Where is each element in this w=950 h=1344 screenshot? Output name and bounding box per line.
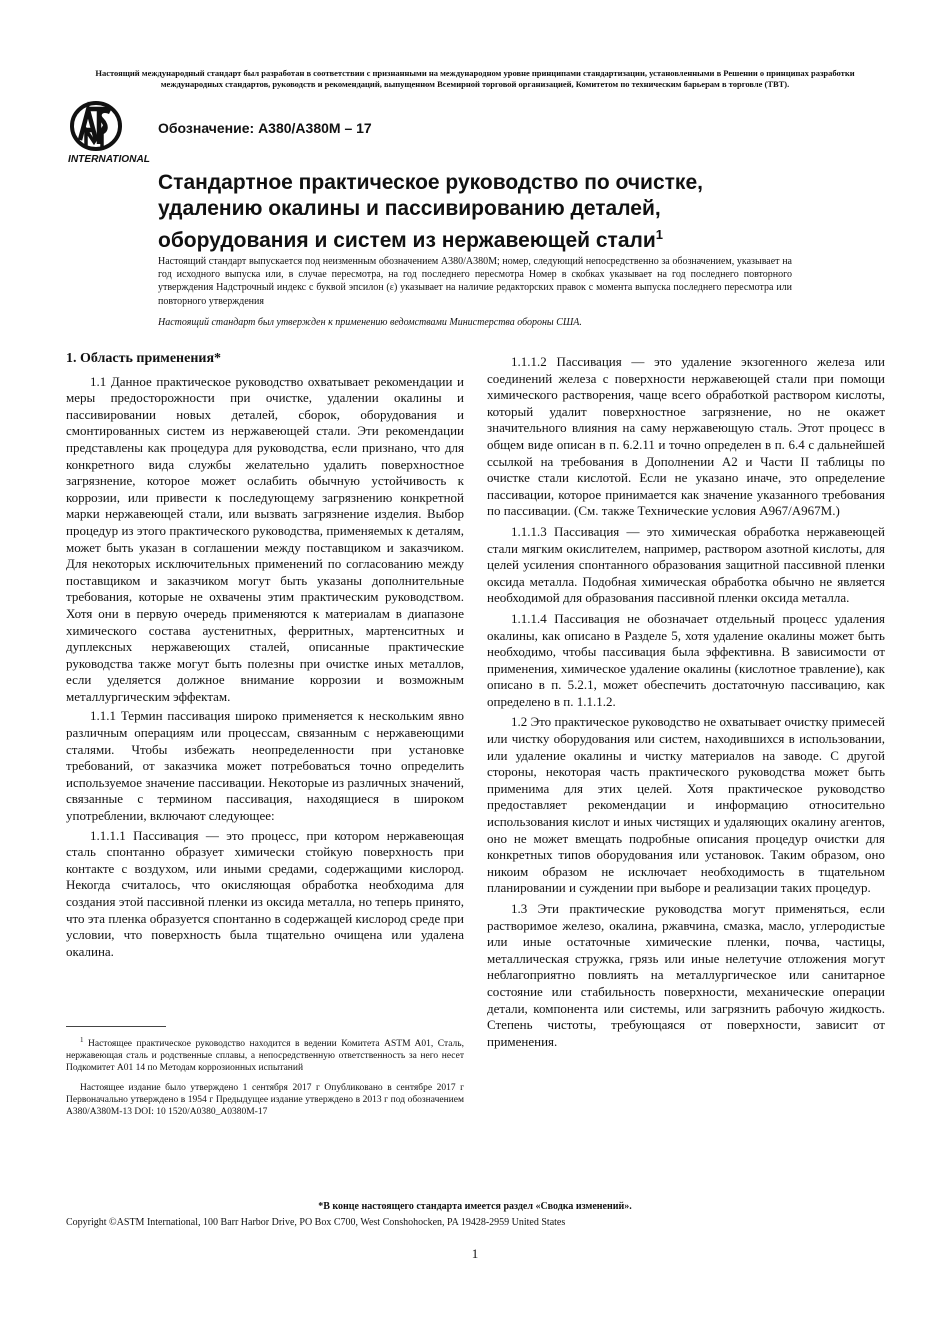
footnote-divider (66, 1026, 166, 1027)
title-footnote-marker: 1 (655, 227, 663, 242)
astm-international-logo (66, 100, 154, 166)
section-heading: 1. Область применения* (66, 351, 222, 366)
footnote-marker: 1 (80, 1036, 84, 1044)
edition-note: Настоящее издание было утверждено 1 сентября 2017 г Опубликовано в сентябре 2017 г Первоначально утверждено в 1954 г Предыдущее издание утверждено в 2013 г под обозначением A380/A380M-13 DOI: 10 1520/A0380_A0380M-17 (66, 1083, 464, 1118)
designation: Обозначение: A380/A380M – 17 (158, 120, 372, 136)
left-column (66, 351, 464, 963)
astm-logo-icon (66, 100, 154, 166)
dod-approval-note: Настоящий стандарт был утвержден к применению ведомствами Министерства обороны США. (158, 317, 582, 328)
summary-of-changes-note: *В конце настоящего стандарта имеется раздел «Сводка изменений». (318, 1201, 632, 1212)
right-column (487, 354, 885, 1054)
paragraph: 1.1.1.1 Пассивация — это процесс, при котором нержавеющая сталь спонтанно образует химически стойкую поверхность при контакте с воздухом, или иными средами, содержащими кислород. Некогда считалось, что окисляющая обработка необходима для создания этой пассивной пленки из оксида металла, но теперь принято, что эта пленка образуется спонтанно в содержащей кислород среде при условии, что поверхность была тщательно очищена или удалена окалина. (66, 827, 464, 959)
paragraph: 1.3 Эти практические руководства могут применяться, если растворимое железо, окалина, ржавчина, смазка, масло, углеродистые или иные остаточные химические пленки, почва, частицы, металлическая стружка, грязь или иные нелетучие отложения могут неблагоприятно повлиять на металлургическое или санитарное состояние или стабильность поверхности, механические операции детали, компонента или системы, или загрязнить рабочую жидкость. Степень чистоты, требующаяся от поверхности, зависит от применения. (487, 901, 885, 1049)
wto-notice: Настоящий международный стандарт был разработан в соответствии с признанными на международном уровне принципами стандартизации, установленными в Решении о принципах разработки международных стандартов, руководств и рекомендаций, выпущенном Всемирной торговой организацией, Комитетом по техническим барьерам в торговле (ТВТ). (95, 68, 855, 89)
paragraph: 1.1.1.4 Пассивация не обозначает отдельный процесс удаления окалины, как описано в Разделе 5, хотя удаление окалины может быть необходимо, чтобы пассивация была эффективна. В зависимости от применения, химическое удаление окалины (кислотное травление), как описано в п. 5.2.1, может обеспечить достаточную пассивацию, как определено в п. 1.1.1.2. (487, 610, 885, 709)
paragraph: 1.2 Это практическое руководство не охватывает очистку примесей или чистку оборудования или систем, находившихся в использовании, или удаление окалины и чистку материалов на заводе. С другой стороны, некоторая часть практического руководства может быть применима для этих целей. Хотя практическое руководство предоставляет рекомендации и информацию относительно использования кислот и иных чистящих и удаляющих окалину агентов, оно не может вмещать подробные описания процедур очистки для конкретных типов оборудования или установок. Таким образом, оно никоим образом не исключает необходимость в тщательном планировании и суждении при выборе и реализации таких процедур. (487, 714, 885, 896)
paragraph: 1.1 Данное практическое руководство охватывает рекомендации и меры предосторожности при очистке, удалении окалины и пассивировании новых деталей, сборок, оборудования и смонтированных систем из нержавеющей стали. Эти рекомендации представлены как процедура для руководства, если признано, что для конкретного вида службы желательно удалить поверхностное загрязнение, которое может ослабить обычную устойчивость к коррозии, или привести к последующему загрязнению конкретной марки нержавеющей стали, или вызвать загрязнение изделия. Выбор процедур из этого практического руководства, применяемых к деталям, может быть указан в соглашении между поставщиком и заказчиком. Для некоторых исключительных применений по согласованию между поставщиком и заказчиком могут быть указаны дополнительные требования, которые не охвачены этим практическим руководством. Хотя они в первую очередь применяются к материалам в диапазоне химического состава аустенитных, ферритных, мартенситных и дуплексных нержавеющих сталей, описанные практические руководства также могут быть полезны при очистке иных металлов, если уделяется должное внимание коррозии и возможным металлургическим эффектам. (66, 373, 464, 704)
logo-wordmark: INTERNATIONAL (68, 154, 150, 165)
paragraph: 1.1.1 Термин пассивация широко применяется к нескольким явно различным операциям или процессам, связанным с нержавеющими сталями. Чтобы избежать неопределенности при установке требований, от заказчика может потребоваться точно определить используемое значение пассивации. Некоторые из различных значений, связанные с термином пассивация, находящиеся в широком употреблении, включают следующее: (66, 708, 464, 824)
issue-note: Настоящий стандарт выпускается под неизменным обозначением A380/A380M; номер, следующий непосредственно за обозначением, указывает на год исходного выпуска или, в случае пересмотра, на год последнего пересмотра Номер в скобках указывает на год последнего повторного утверждения Надстрочный индекс с буквой эпсилон (ε) указывает на наличие редакторских правок с момента выпуска последнего пересмотра или повторного утверждения (158, 256, 792, 307)
document-title (158, 170, 798, 254)
copyright: Copyright ©ASTM International, 100 Barr Harbor Drive, PO Box C700, West Conshohocken, PA 19428-2959 United States (66, 1217, 566, 1228)
paragraph: 1.1.1.2 Пассивация — это удаление экзогенного железа или соединений железа с поверхности нержавеющей стали при помощи химического растворения, чаще всего обработкой раствором кислоты, который удалит поверхностное загрязнение, но не окажет значительного влияния на саму нержавеющую сталь. Этот процесс в общем виде описан в п. 6.2.11 и точно определен в п. 6.4 с дальнейшей ссылкой на требования в Дополнении A2 и Части II таблицы по очистке стали кислотой. Если не указано иначе, это определение пассивации, которое принимается как значение указанного требования по пассивации. (См. также Технические условия A967/A967M.) (487, 354, 885, 519)
footnote-1 (66, 1034, 464, 1074)
page-number: 1 (471, 1246, 479, 1261)
paragraph: 1.1.1.3 Пассивация — это химическая обработка нержавеющей стали мягким окислителем, например, раствором азотной кислоты, для целей усиления спонтанного образования защитной пассивной пленки оксида металла. Подобная химическая обработка обычно не является необходимой для образования пассивной пленки оксида металла. (487, 523, 885, 606)
footnotes (66, 1034, 464, 1126)
title-text: Стандартное практическое руководство по очистке, удалению окалины и пассивированию деталей, оборудования и систем из нержавеющей стали (158, 171, 703, 252)
footnote-1-text: Настоящее практическое руководство находится в ведении Комитета ASTM A01, Сталь, нержавеющая сталь и родственные сплавы, а непосредственную ответственность за него несет Подкомитет A01 14 по Методам коррозионных испытаний (66, 1039, 465, 1074)
